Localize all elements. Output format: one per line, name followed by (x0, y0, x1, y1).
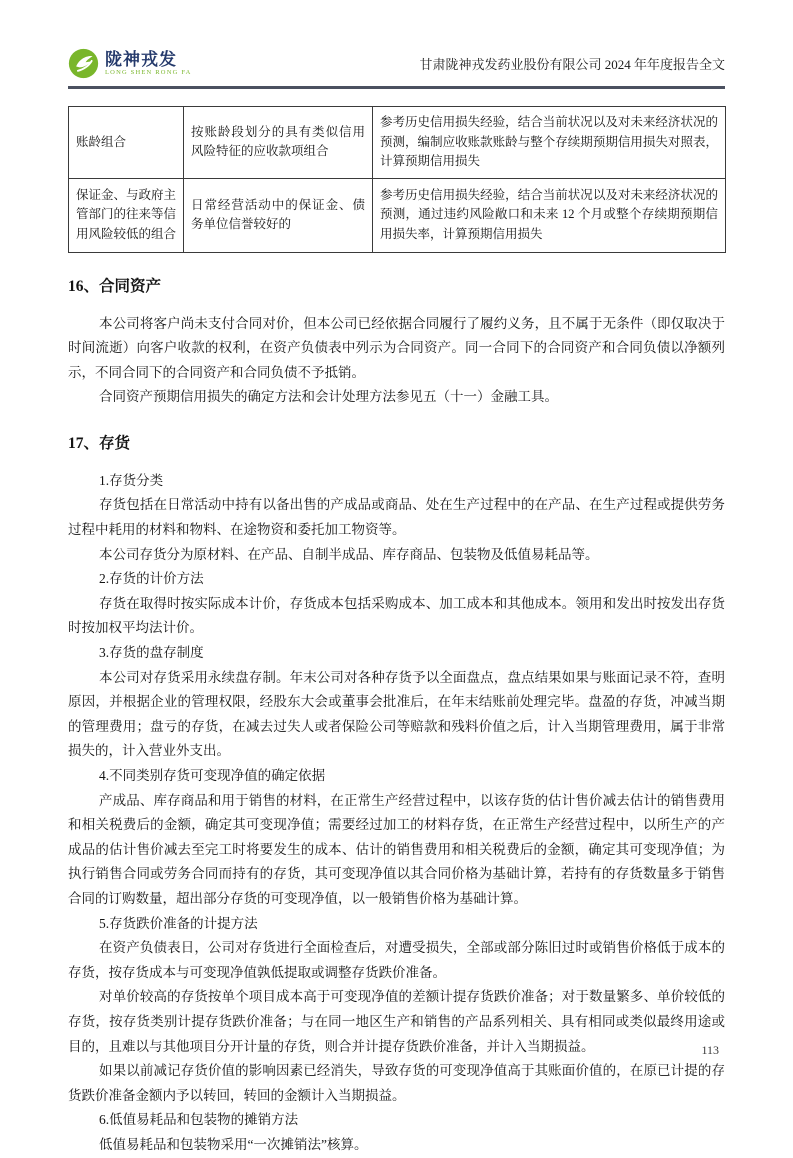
table-row (69, 107, 726, 179)
paragraph: 在资产负债表日，公司对存货进行全面检查后，对遭受损失，全部或部分陈旧过时或销售价格低于成本的存货，按存货成本与可变现净值孰低提取或调整存货跌价准备。 (68, 940, 725, 980)
table-row (69, 178, 726, 252)
paragraph: 产成品、库存商品和用于销售的材料，在正常生产经营过程中，以该存货的估计售价减去估计的销售费用和相关税费后的金额，确定其可变现净值；需要经过加工的材料存货，在正常生产经营过程中，以所生产的产成品的估计售价减去至完工时将要发生的成本、估计的销售费用和相关税费后的金额，确定其可变现净值；为执行销售合同或劳务合同而持有的存货，其可变现净值以其合同价格为基础计算，若持有的存货数量多于销售合同的订购数量，超出部分存货的可变现净值，以一般销售价格为基础计算。 (68, 792, 725, 906)
table-cell-portfolio-name: 保证金、与政府主管部门的往来等信用风险较低的组合 (69, 178, 184, 252)
company-logo (68, 48, 192, 79)
table-cell-portfolio-name: 账龄组合 (69, 107, 184, 179)
paragraph: 6.低值易耗品和包装物的摊销方法 (99, 1112, 299, 1128)
paragraph: 本公司将客户尚未支付合同对价，但本公司已经依据合同履行了履约义务，且不属于无条件（即仅取决于时间流逝）向客户收款的权利，在资产负债表中列示为合同资产。同一合同下的合同资产和合同负债以净额列示，不同合同下的合同资产和合同负债不予抵销。 (68, 315, 725, 380)
paragraph: 合同资产预期信用损失的确定方法和会计处理方法参见五（十一）金融工具。 (99, 389, 559, 405)
logo-company-name-en: LONG SHEN RONG FA (105, 68, 192, 76)
paragraph: 3.存货的盘存制度 (99, 645, 204, 661)
paragraph: 存货在取得时按实际成本计价，存货成本包括采购成本、加工成本和其他成本。领用和发出时按发出存货时按加权平均法计价。 (68, 595, 725, 636)
paragraph: 5.存货跌价准备的计提方法 (99, 915, 258, 931)
table-cell-portfolio-basis: 日常经营活动中的保证金、债务单位信誉较好的 (184, 178, 373, 252)
section-inventory (68, 431, 725, 1158)
paragraph: 1.存货分类 (99, 472, 164, 488)
paragraph: 2.存货的计价方法 (99, 571, 204, 587)
section-heading: 17、存货 (68, 434, 131, 452)
paragraph: 本公司对存货采用永续盘存制。年末公司对各种存货予以全面盘点，盘点结果如果与账面记录不符，查明原因，并根据企业的管理权限，经股东大会或董事会批准后，在年末结账前处理完毕。盘盈的存货，冲减当期的管理费用；盘亏的存货，在减去过失人或者保险公司等赔款和残料价值之后，计入当期管理费用，属于非常损失的，计入营业外支出。 (68, 669, 725, 759)
table-cell-portfolio-basis: 按账龄段划分的具有类似信用风险特征的应收款项组合 (184, 107, 373, 179)
logo-text (105, 51, 192, 77)
page-header (68, 48, 725, 89)
section-heading: 16、合同资产 (68, 277, 162, 295)
paragraph: 存货包括在日常活动中持有以备出售的产成品或商品、处在生产过程中的在产品、在生产过程或提供劳务过程中耗用的材料和物料、在途物资和委托加工物资等。 (68, 497, 725, 538)
paragraph: 4.不同类别存货可变现净值的确定依据 (99, 768, 326, 783)
credit-loss-policy-table (68, 106, 726, 253)
paragraph: 本公司存货分为原材料、在产品、自制半成品、库存商品、包装物及低值易耗品等。 (99, 546, 599, 562)
table-cell-measurement-method: 参考历史信用损失经验，结合当前状况以及对未来经济状况的预测，编制应收账款账龄与整个存续期预期信用损失对照表，计算预期信用损失 (373, 107, 726, 179)
logo-company-name: 陇神戎发 (105, 49, 177, 69)
paragraph: 如果以前减记存货价值的影响因素已经消失，导致存货的可变现净值高于其账面价值的，在原已计提的存货跌价准备金额内予以转回，转回的金额计入当期损益。 (68, 1063, 725, 1103)
section-body (68, 312, 725, 410)
section-body (68, 469, 725, 1158)
logo-icon (68, 48, 99, 79)
paragraph: 对单价较高的存货按单个项目成本高于可变现净值的差额计提存货跌价准备；对于数量繁多、单价较低的存货，按存货类别计提存货跌价准备；与在同一地区生产和销售的产品系列相关、具有相同或类似最终用途或目的，且难以与其他项目分开计量的存货，则合并计提存货跌价准备，并计入当期损益。 (68, 989, 725, 1054)
page-number: 113 (701, 1043, 719, 1057)
report-title: 甘肃陇神戎发药业股份有限公司 2024 年年度报告全文 (419, 57, 725, 72)
table-cell-measurement-method: 参考历史信用损失经验，结合当前状况以及对未来经济状况的预测，通过违约风险敞口和未来 12 个月或整个存续期预期信用损失率，计算预期信用损失 (373, 178, 726, 252)
paragraph: 低值易耗品和包装物采用“一次摊销法”核算。 (99, 1136, 368, 1152)
section-contract-assets (68, 274, 725, 410)
